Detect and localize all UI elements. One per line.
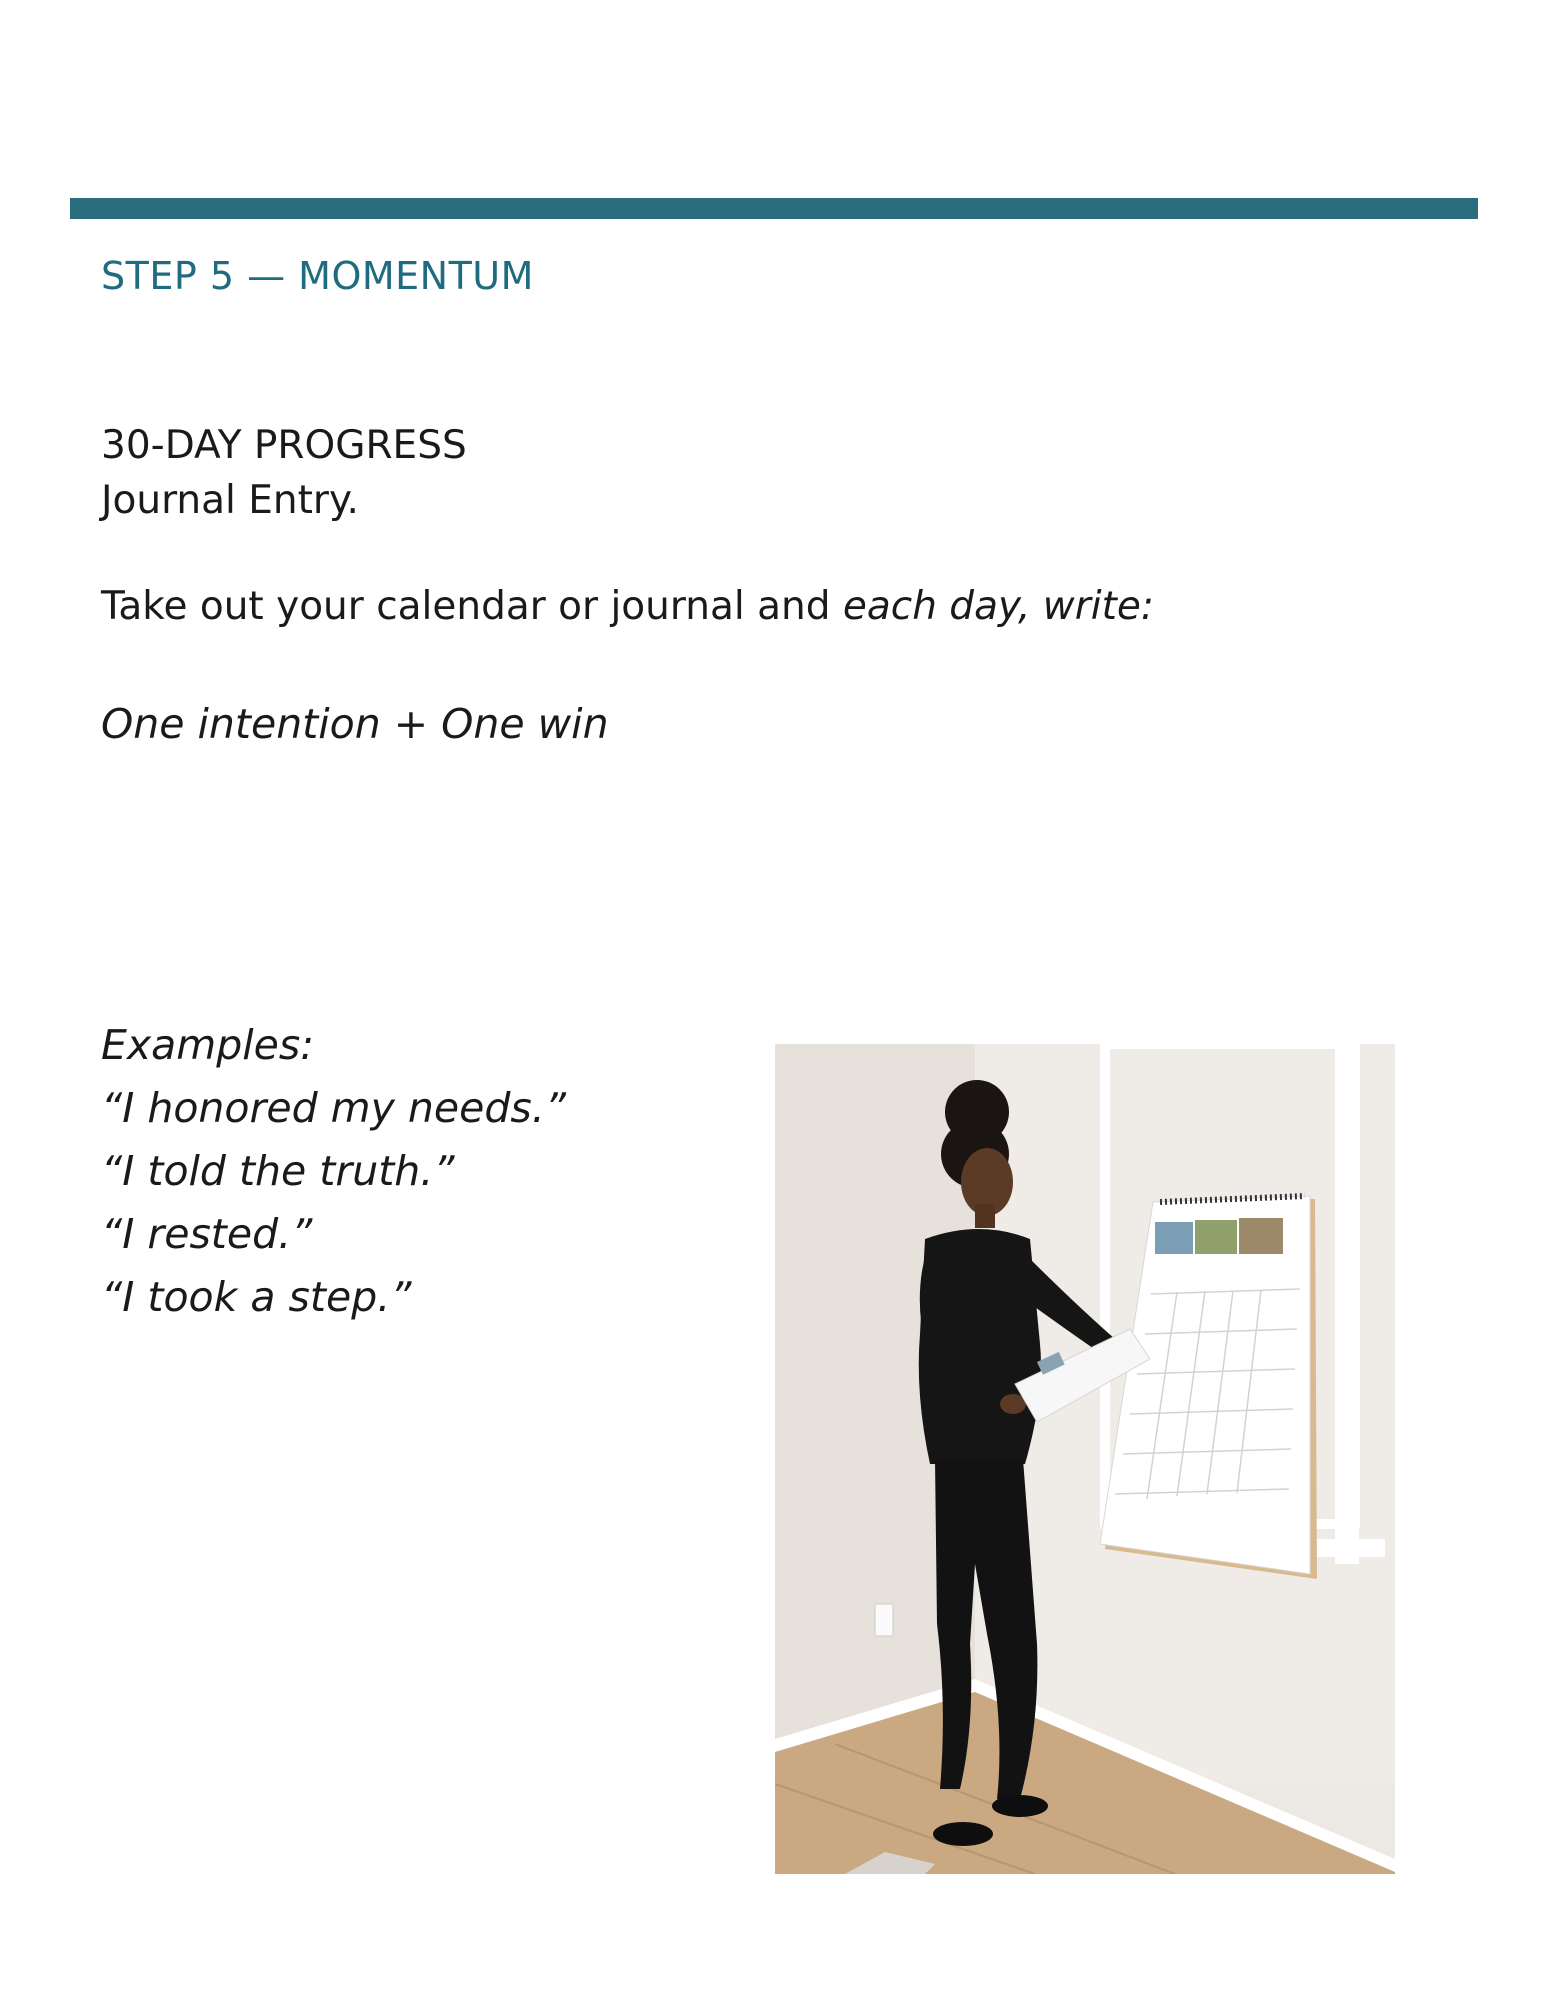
example-item: “I honored my needs.” <box>101 1084 566 1132</box>
example-item: “I rested.” <box>101 1210 313 1258</box>
examples-heading: Examples: <box>101 1021 315 1069</box>
section-title <box>101 418 467 528</box>
example-item: “I told the truth.” <box>101 1147 455 1195</box>
window-frame <box>1335 1044 1359 1564</box>
formula-text: One intention + One win <box>101 700 609 748</box>
example-item: “I took a step.” <box>101 1273 412 1321</box>
journal-photo <box>775 1044 1395 1874</box>
photo-illustration <box>775 1044 1395 1874</box>
header-rule <box>70 198 1478 219</box>
instruction-italic: each day, write: <box>842 584 1155 629</box>
instruction-plain: Take out your calendar or journal and <box>101 584 843 629</box>
instruction-text <box>101 584 1154 629</box>
examples-list <box>101 1014 566 1329</box>
title-line-1: 30-DAY PROGRESS <box>101 423 467 468</box>
wall-outlet <box>875 1604 893 1636</box>
title-line-2: Journal Entry. <box>101 478 359 523</box>
step-heading: STEP 5 — MOMENTUM <box>101 254 534 298</box>
window-sill <box>1315 1539 1385 1557</box>
